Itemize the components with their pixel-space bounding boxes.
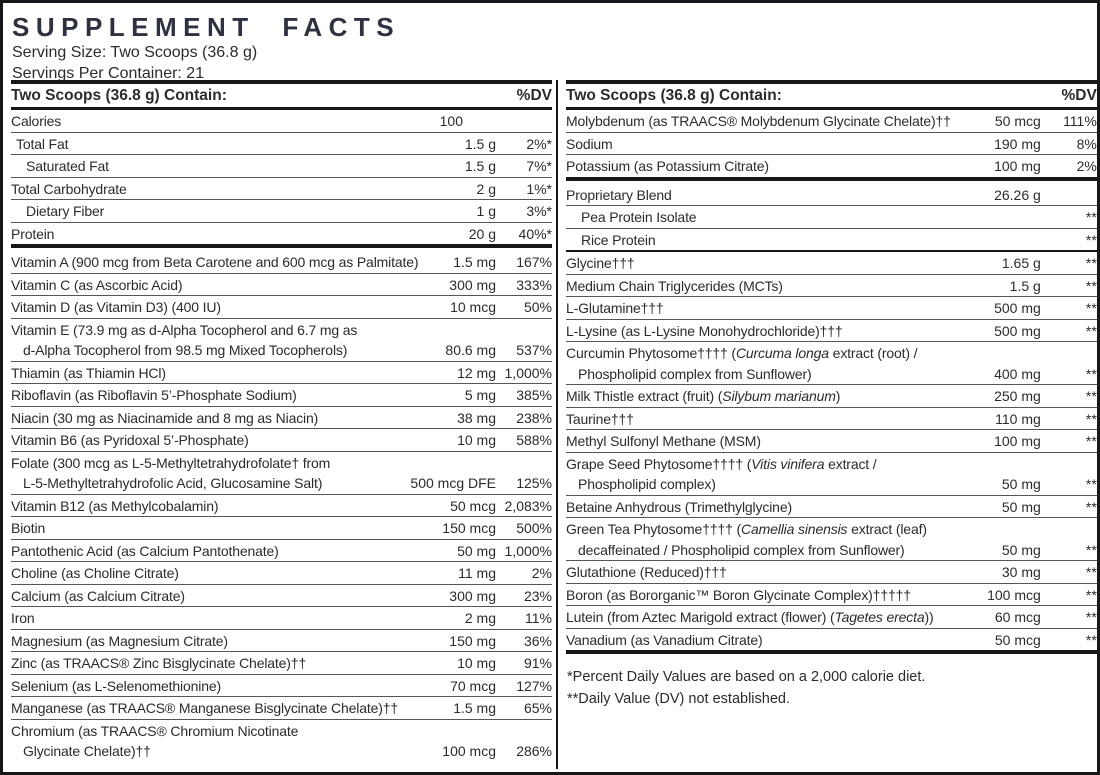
dv-value: 1,000%	[504, 542, 552, 559]
dv-value: **	[1085, 476, 1097, 492]
nutrient-name: Vitamin B12 (as Methylcobalamin)	[11, 497, 219, 514]
table-row	[566, 206, 1097, 229]
dv-value: 1,000%	[504, 364, 552, 381]
table-row	[11, 562, 552, 585]
amount-value: 500 mcg DFE	[410, 475, 496, 491]
dv-value: 385%	[516, 387, 552, 403]
facts-columns	[3, 80, 1097, 769]
dv-value: 91%	[523, 655, 552, 671]
amount-value: 300 mg	[449, 276, 496, 293]
table-row	[11, 407, 552, 430]
table-row	[566, 110, 1097, 133]
amount-value: 26.26 g	[994, 186, 1041, 203]
nutrient-name: Folate (300 mcg as L-5-Methyltetrahydrofolate† from L-5-Methyltetrahydrofolic Acid, Glucosamine Salt)	[11, 454, 331, 491]
table-row	[11, 223, 552, 249]
dv-value: 588%	[516, 432, 552, 448]
nutrient-name: Potassium (as Potassium Citrate)	[566, 158, 769, 174]
amount-value: 50 mg	[457, 542, 496, 559]
nutrient-name: Magnesium (as Magnesium Citrate)	[11, 632, 228, 649]
amount-value: 11 mg	[458, 565, 496, 581]
table-row	[566, 496, 1097, 519]
rows-left	[11, 110, 552, 762]
table-row	[11, 540, 552, 563]
dv-value: 127%	[516, 677, 552, 694]
table-row	[11, 200, 552, 223]
dv-value: 125%	[516, 475, 552, 491]
column-header-dv: %DV	[516, 87, 552, 104]
nutrient-name: Methyl Sulfonyl Methane (MSM)	[566, 433, 761, 449]
nutrient-name: Protein	[11, 225, 55, 242]
dv-value: 111%	[1063, 113, 1097, 129]
table-row	[11, 296, 552, 319]
nutrient-name: Vitamin B6 (as Pyridoxal 5’-Phosphate)	[11, 432, 249, 448]
footnote-dv-not-established: **Daily Value (DV) not established.	[567, 691, 790, 707]
table-row	[11, 429, 552, 452]
table-row	[566, 584, 1097, 607]
amount-value: 60 mcg	[994, 609, 1041, 625]
nutrient-name: Zinc (as TRAACS® Zinc Bisglycinate Chelate)††	[11, 655, 307, 671]
table-row	[566, 297, 1097, 320]
amount-value: 38 mg	[457, 409, 496, 426]
serving-size-text: Serving Size: Two Scoops (36.8 g)	[12, 44, 258, 61]
nutrient-name: Total Carbohydrate	[11, 180, 127, 197]
dv-value: 2%	[531, 565, 552, 581]
nutrient-name: Calories	[11, 113, 62, 129]
table-row	[566, 629, 1097, 655]
nutrient-name: Iron	[11, 610, 35, 626]
amount-value: 50 mg	[1001, 541, 1041, 558]
table-row	[11, 697, 552, 720]
dv-value: 2,083%	[504, 497, 552, 514]
nutrient-name: Milk Thistle extract (fruit) (Silybum marianum)	[566, 388, 841, 404]
amount-value: 500 mg	[994, 300, 1041, 316]
dv-value: 333%	[516, 276, 552, 293]
table-row	[566, 385, 1097, 408]
dv-value: 238%	[516, 409, 552, 426]
nutrient-name: Pantothenic Acid (as Calcium Pantothenate)	[11, 542, 279, 559]
table-row	[11, 155, 552, 178]
table-row	[11, 133, 552, 156]
table-row	[566, 275, 1097, 298]
amount-value: 10 mcg	[450, 299, 496, 315]
column-header-label: Two Scoops (36.8 g) Contain:	[566, 87, 782, 104]
amount-value: 300 mg	[449, 587, 496, 604]
column-header-label: Two Scoops (36.8 g) Contain:	[11, 87, 227, 104]
nutrient-name: Riboflavin (as Riboflavin 5’-Phosphate Sodium)	[11, 387, 297, 403]
table-row	[11, 495, 552, 518]
amount-value: 110 mg	[995, 410, 1041, 427]
dv-value: **	[1085, 586, 1097, 603]
nutrient-name: Grape Seed Phytosome†††† (Vitis vinifera extract / Phospholipid complex)	[566, 455, 877, 492]
nutrient-name: Curcumin Phytosome†††† (Curcuma longa extract (root) / Phospholipid complex from Sunflower)	[566, 345, 918, 382]
amount-value: 70 mcg	[450, 677, 496, 694]
nutrient-name: Sodium	[566, 135, 613, 152]
amount-value: 12 mg	[457, 364, 496, 381]
nutrient-name: Selenium (as L-Selenomethionine)	[11, 677, 221, 694]
nutrient-name: Manganese (as TRAACS® Manganese Bisglycinate Chelate)††	[11, 700, 399, 716]
amount-value: 20 g	[468, 225, 496, 242]
nutrient-name: Vitamin C (as Ascorbic Acid)	[11, 276, 183, 293]
dv-value: **	[1085, 255, 1097, 271]
dv-value: 537%	[516, 342, 552, 358]
amount-value: 100 mg	[994, 158, 1041, 174]
table-row	[11, 274, 552, 297]
amount-value: 50 mcg	[450, 497, 496, 514]
dv-value: **	[1085, 209, 1097, 225]
table-row	[566, 133, 1097, 156]
table-row	[11, 110, 552, 133]
table-row	[11, 319, 552, 362]
amount-value: 1.5 mg	[453, 700, 496, 716]
table-row	[11, 675, 552, 698]
table-row	[11, 585, 552, 608]
dv-value: **	[1085, 541, 1097, 558]
nutrient-name: Vitamin A (900 mcg from Beta Carotene and 600 mcg as Palmitate)	[11, 254, 419, 270]
amount-value: 400 mg	[994, 365, 1041, 382]
facts-column-left	[3, 80, 556, 769]
table-row	[566, 606, 1097, 629]
amount-value: 2 mg	[464, 610, 496, 626]
amount-value: 1.5 mg	[453, 254, 496, 270]
nutrient-name: Medium Chain Triglycerides (MCTs)	[566, 277, 783, 294]
label-header	[3, 3, 1097, 80]
amount-value: 1.5 g	[464, 135, 496, 152]
table-row	[566, 342, 1097, 385]
dv-value: 3%*	[526, 203, 552, 219]
dv-value: 50%	[523, 299, 552, 315]
amount-value: 150 mg	[449, 632, 496, 649]
nutrient-name: Molybdenum (as TRAACS® Molybdenum Glycinate Chelate)††	[566, 113, 951, 129]
dv-value: **	[1085, 231, 1097, 248]
dv-value: **	[1085, 631, 1097, 648]
rows-right	[566, 110, 1097, 657]
dv-value: **	[1085, 322, 1097, 339]
nutrient-name: Pea Protein Isolate	[581, 209, 697, 225]
table-row	[11, 452, 552, 495]
amount-value: 100	[439, 113, 463, 129]
dv-value: 1%*	[526, 180, 552, 197]
nutrient-name: Green Tea Phytosome†††† (Camellia sinensis extract (leaf) decaffeinated / Phospholipid complex from Sunflower)	[566, 521, 927, 558]
column-header	[566, 80, 1097, 110]
nutrient-name: Total Fat	[16, 135, 69, 152]
dv-value: 2%*	[526, 135, 552, 152]
dv-value: 286%	[516, 743, 552, 759]
amount-value: 100 mg	[994, 433, 1041, 449]
nutrient-name: Vitamin D (as Vitamin D3) (400 IU)	[11, 299, 221, 315]
dv-value: 36%	[523, 632, 552, 649]
dv-value: **	[1085, 300, 1097, 316]
table-row	[11, 362, 552, 385]
facts-column-right	[556, 80, 1100, 769]
dv-value: **	[1085, 498, 1097, 515]
column-header	[11, 80, 552, 110]
amount-value: 1.5 g	[464, 158, 496, 174]
amount-value: 50 mcg	[994, 113, 1041, 129]
page-title: SUPPLEMENT FACTS	[12, 12, 401, 42]
dv-value: 65%	[523, 700, 552, 716]
amount-value: 50 mcg	[994, 631, 1041, 648]
amount-value: 250 mg	[994, 388, 1041, 404]
table-row	[566, 453, 1097, 496]
nutrient-name: Chromium (as TRAACS® Chromium Nicotinate Glycinate Chelate)††	[11, 722, 299, 759]
footnotes	[566, 657, 1097, 710]
amount-value: 100 mcg	[442, 743, 496, 759]
table-row	[566, 252, 1097, 275]
dv-value: **	[1085, 277, 1097, 294]
dv-value: **	[1085, 564, 1097, 580]
table-row	[566, 184, 1097, 207]
amount-value: 5 mg	[464, 387, 496, 403]
amount-value: 50 mg	[1001, 498, 1041, 515]
amount-value: 10 mg	[457, 432, 496, 448]
amount-value: 1.5 g	[1009, 277, 1041, 294]
nutrient-name: Vitamin E (73.9 mg as d-Alpha Tocopherol and 6.7 mg as d-Alpha Tocopherol from 98.5 mg Mixed Tocopherols)	[11, 321, 358, 358]
dv-value: 167%	[516, 254, 552, 270]
amount-value: 2 g	[476, 180, 496, 197]
nutrient-name: L-Lysine (as L-Lysine Monohydrochloride)†††	[566, 322, 843, 339]
amount-value: 10 mg	[457, 655, 496, 671]
table-row	[566, 561, 1097, 584]
nutrient-name: L-Glutamine†††	[566, 300, 664, 316]
table-row	[11, 630, 552, 653]
servings-per-container-text: Servings Per Container: 21	[12, 65, 205, 82]
amount-value: 80.6 mg	[445, 342, 496, 358]
footnote-daily-values: *Percent Daily Values are based on a 2,000 calorie diet.	[567, 669, 926, 685]
nutrient-name: Taurine†††	[566, 410, 634, 427]
dv-value: 2%	[1076, 158, 1097, 174]
nutrient-name: Choline (as Choline Citrate)	[11, 565, 179, 581]
nutrient-name: Glycine†††	[566, 255, 635, 271]
nutrient-name: Biotin	[11, 520, 46, 536]
column-header-dv: %DV	[1061, 87, 1097, 104]
dv-value: **	[1085, 365, 1097, 382]
amount-value: 1.65 g	[1001, 255, 1041, 271]
amount-value: 30 mg	[1001, 564, 1041, 580]
nutrient-name: Betaine Anhydrous (Trimethylglycine)	[566, 498, 792, 515]
table-row	[566, 320, 1097, 343]
dv-value: 11%	[525, 610, 552, 626]
table-row	[11, 384, 552, 407]
nutrient-name: Thiamin (as Thiamin HCl)	[11, 364, 166, 381]
table-row	[11, 652, 552, 675]
dv-value: **	[1085, 388, 1097, 404]
amount-value: 190 mg	[994, 135, 1041, 152]
amount-value: 100 mcg	[987, 586, 1041, 603]
dv-value: 500%	[516, 520, 552, 536]
amount-value: 1 g	[476, 203, 496, 219]
amount-value: 50 mg	[1001, 476, 1041, 492]
nutrient-name: Glutathione (Reduced)†††	[566, 564, 727, 580]
nutrient-name: Lutein (from Aztec Marigold extract (flower) (Tagetes erecta))	[566, 609, 934, 625]
table-row	[566, 518, 1097, 561]
dv-value: 23%	[523, 587, 552, 604]
nutrient-name: Rice Protein	[581, 231, 656, 248]
table-row	[11, 517, 552, 540]
nutrient-name: Vanadium (as Vanadium Citrate)	[566, 631, 763, 648]
amount-value: 500 mg	[994, 322, 1041, 339]
nutrient-name: Niacin (30 mg as Niacinamide and 8 mg as Niacin)	[11, 409, 319, 426]
table-row	[566, 408, 1097, 431]
table-row	[11, 607, 552, 630]
dv-value: 8%	[1076, 135, 1097, 152]
dv-value: **	[1085, 609, 1097, 625]
amount-value: 150 mcg	[442, 520, 496, 536]
table-row	[566, 155, 1097, 181]
dv-value: **	[1085, 433, 1097, 449]
table-row	[11, 251, 552, 274]
table-row	[11, 720, 552, 762]
dv-value: **	[1085, 410, 1097, 427]
nutrient-name: Boron (as Bororganic™ Boron Glycinate Complex)†††††	[566, 586, 911, 603]
dv-value: 7%*	[526, 158, 552, 174]
table-row	[11, 178, 552, 201]
nutrient-name: Calcium (as Calcium Citrate)	[11, 587, 185, 604]
table-row	[566, 229, 1097, 253]
dv-value: 40%*	[518, 225, 552, 242]
nutrient-name: Proprietary Blend	[566, 186, 672, 203]
table-row	[566, 430, 1097, 453]
nutrient-name: Dietary Fiber	[26, 203, 105, 219]
nutrient-name: Saturated Fat	[26, 158, 109, 174]
